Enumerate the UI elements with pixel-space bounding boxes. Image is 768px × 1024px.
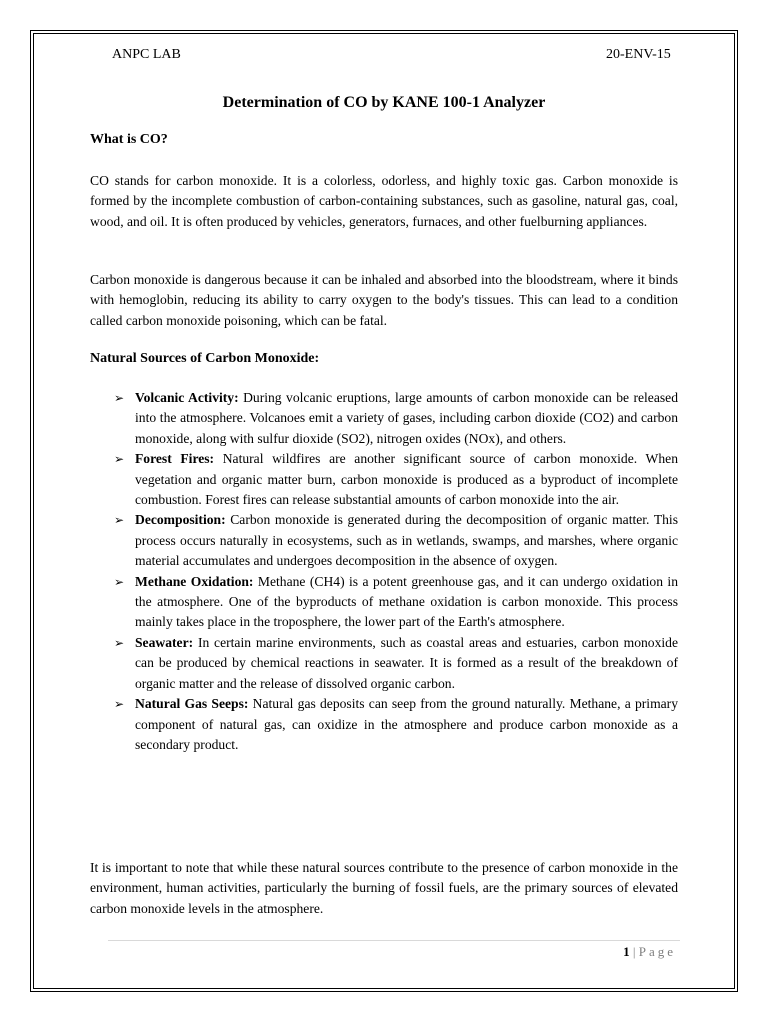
paragraph-co-definition: CO stands for carbon monoxide. It is a colorless, odorless, and highly toxic gas. Carbon monoxide is formed by the incomplete combustion of carbon-containing substances, such as gasoline, natural gas, coal, wood, and oil. It is often produced by vehicles, generators, furnaces, and other fuelburning appliances.	[90, 173, 678, 229]
arrow-bullet-icon: ➢	[114, 697, 125, 712]
list-item-term: Natural Gas Seeps:	[135, 696, 249, 712]
list-item-text: Natural wildfires are another significant source of carbon monoxide. When vegetation and organic matter burn, carbon monoxide is produced as a byproduct of incomplete combustion. Forest fires can release substantial amounts of carbon monoxide into the air.	[135, 451, 678, 508]
list-item-term: Methane Oxidation:	[135, 573, 254, 589]
list-item	[114, 388, 678, 449]
arrow-bullet-icon: ➢	[114, 574, 125, 589]
list-item-text: During volcanic eruptions, large amounts of carbon monoxide can be released into the atmosphere. Volcanoes emit a variety of gases, including carbon dioxide (CO2) and carbon monoxide, along with sulfur dioxide (SO2), nitrogen oxides (NOx), and others.	[135, 390, 678, 446]
list-item	[114, 510, 678, 571]
footer-divider	[108, 940, 680, 941]
document-title: Determination of CO by KANE 100-1 Analyzer	[222, 94, 546, 111]
list-item-term: Volcanic Activity:	[135, 390, 239, 405]
list-item-text: In certain marine environments, such as coastal areas and estuaries, carbon monoxide can be produced by chemical reactions in seawater. It is formed as a result of the breakdown of organic matter and the release of dissolved organic carbon.	[135, 634, 678, 691]
list-item	[114, 694, 678, 755]
arrow-bullet-icon: ➢	[114, 452, 125, 467]
paragraph-closing-note: It is important to note that while these natural sources contribute to the presence of carbon monoxide in the environment, human activities, particularly the burning of fossil fuels, are the primary sources of elevated carbon monoxide levels in the atmosphere.	[90, 860, 678, 916]
page-footer	[623, 944, 676, 960]
arrow-bullet-icon: ➢	[114, 513, 125, 528]
list-item	[114, 633, 678, 694]
list-item	[114, 572, 678, 633]
footer-separator: |	[629, 944, 639, 959]
list-item-text: Methane (CH4) is a potent greenhouse gas, and it can undergo oxidation in the atmosphere. One of the byproducts of methane oxidation is carbon monoxide. This process mainly takes place in the troposphere, the lower part of the Earth's atmosphere.	[135, 573, 678, 630]
page-label: Page	[638, 944, 676, 959]
natural-sources-list	[114, 388, 678, 755]
list-item-term: Seawater:	[135, 634, 194, 650]
header-lab-name: ANPC LAB	[112, 47, 181, 62]
heading-natural-sources: Natural Sources of Carbon Monoxide:	[90, 351, 320, 366]
list-item-term: Forest Fires:	[135, 451, 215, 467]
paragraph-co-danger: Carbon monoxide is dangerous because it can be inhaled and absorbed into the bloodstream, where it binds with hemoglobin, reducing its ability to carry oxygen to the body's tissues. This can lead to a condition called carbon monoxide poisoning, which can be fatal.	[90, 272, 678, 328]
list-item-text: Carbon monoxide is generated during the decomposition of organic matter. This process occurs naturally in ecosystems, such as in wetlands, swamps, and marshes, where organic material accumulates and undergoes decomposition in the absence of oxygen.	[135, 512, 678, 569]
header-doc-code: 20-ENV-15	[606, 47, 671, 62]
page-number: 1	[623, 944, 630, 959]
arrow-bullet-icon: ➢	[114, 635, 125, 650]
heading-what-is-co: What is CO?	[90, 132, 168, 147]
arrow-bullet-icon: ➢	[114, 391, 125, 405]
list-item	[114, 449, 678, 510]
list-item-text: Natural gas deposits can seep from the ground naturally. Methane, a primary component of natural gas, can oxidize in the atmosphere and produce carbon monoxide as a secondary product.	[135, 696, 678, 752]
list-item-term: Decomposition:	[135, 512, 226, 528]
